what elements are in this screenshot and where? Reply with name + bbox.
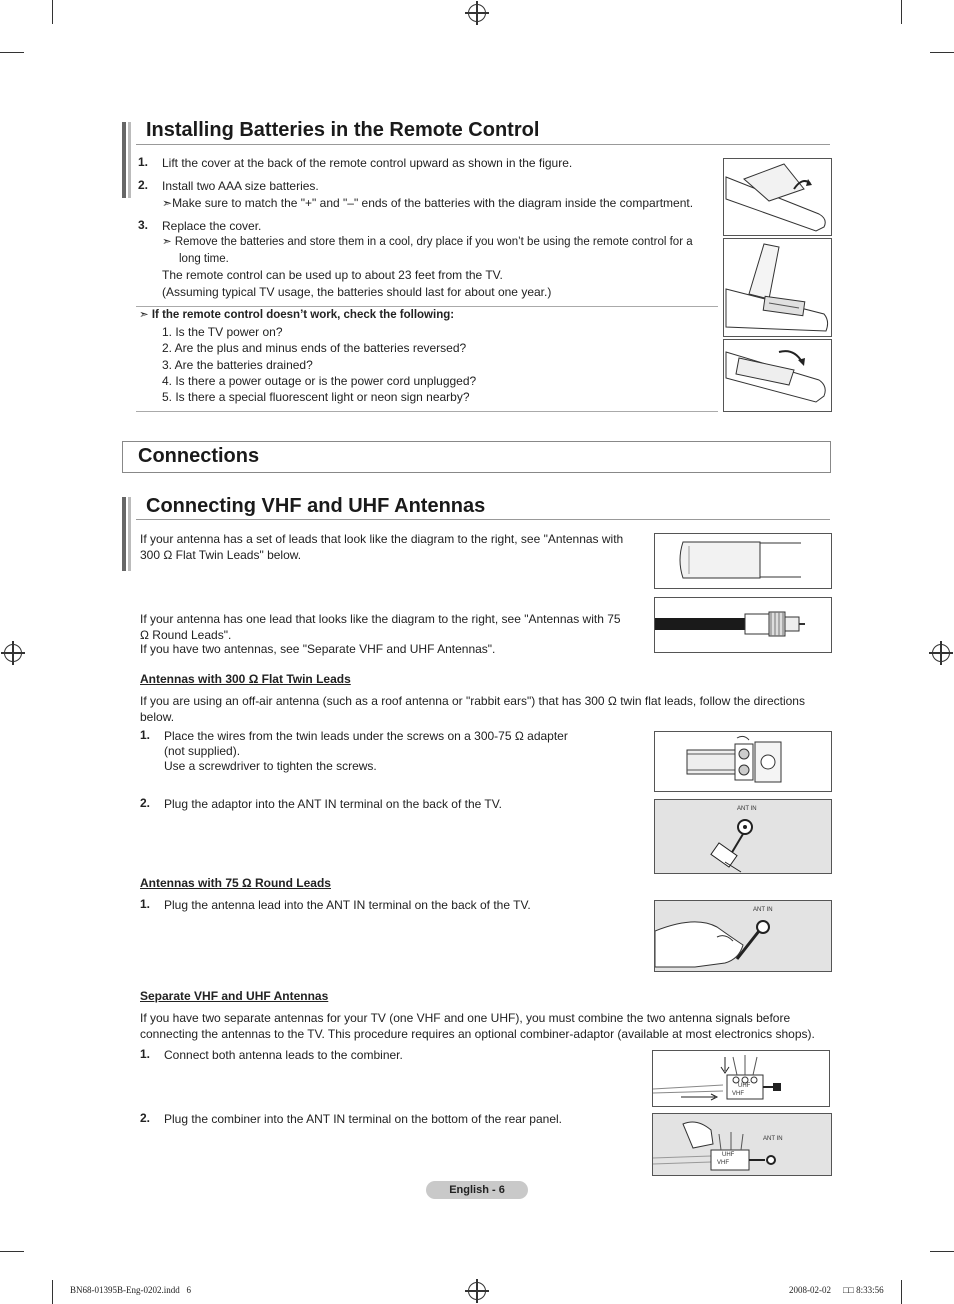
step-number: 1.: [140, 728, 151, 742]
footer-filename: BN68-01395B-Eng-0202.indd 6: [70, 1285, 191, 1295]
separate-desc: If you have two separate antennas for your TV (one VHF and one UHF), you must combine the two antenna signals before connecting the antennas to the TV. This procedure requires an optional combiner-adaptor (available at most electronics shops).: [140, 1011, 815, 1041]
check-item: 4. Is there a power outage or is the power cord unplugged?: [162, 374, 477, 388]
battery-step-1: Lift the cover at the back of the remote control upward as shown in the figure.: [162, 156, 573, 170]
step-number: 2.: [140, 1111, 151, 1125]
battery-step-2: Install two AAA size batteries.: [162, 179, 319, 193]
registration-mark-icon: [4, 644, 22, 662]
divider: [136, 411, 718, 412]
ant-in-label: ANT IN: [737, 806, 757, 812]
crop-mark: [901, 1280, 902, 1304]
battery-step-3-note-cont: long time.: [179, 253, 229, 265]
batteries-title: Installing Batteries in the Remote Control: [146, 119, 540, 141]
section-bar: [122, 122, 126, 198]
separate-step-1: Connect both antenna leads to the combiner.: [164, 1048, 403, 1062]
flat-twin-lead-figure: [654, 533, 832, 589]
crop-mark: [0, 52, 24, 53]
ant-in-round-figure: [654, 900, 832, 972]
ant-in-label: ANT IN: [753, 907, 773, 913]
footer-time: □□ 8:33:56: [843, 1285, 884, 1295]
combiner-figure: [652, 1050, 830, 1107]
intro-two-antennas: If you have two antennas, see "Separate VHF and UHF Antennas".: [140, 642, 496, 656]
crop-mark: [0, 1251, 24, 1252]
crop-mark: [52, 1280, 53, 1304]
ant-in-label: ANT IN: [763, 1136, 783, 1142]
battery-step-3: Replace the cover.: [162, 219, 262, 233]
page-number-badge: English - 6: [426, 1181, 528, 1199]
step-number: 1.: [140, 1047, 151, 1061]
check-item: 1. Is the TV power on?: [162, 325, 283, 339]
crop-mark: [52, 0, 53, 24]
remote-open-cover-figure: [723, 158, 832, 236]
intro-round-lead: If your antenna has one lead that looks like the diagram to the right, see "Antennas with 75 Ω Round Leads".: [140, 612, 621, 642]
registration-mark-icon: [932, 644, 950, 662]
battery-step-2-note: ➣Make sure to match the "+" and "–" ends of the batteries with the diagram inside the compartment.: [162, 196, 694, 210]
round-leads-heading: Antennas with 75 Ω Round Leads: [140, 876, 331, 890]
note-arrow-icon: ➣: [139, 309, 149, 321]
battery-step-3-note: ➣ Remove the batteries and store them in a cool, dry place if you won’t be using the remote control for a: [162, 236, 693, 248]
crop-mark: [901, 0, 902, 24]
check-item: 2. Are the plus and minus ends of the batteries reversed?: [162, 341, 467, 355]
battery-range-text: The remote control can be used up to about 23 feet from the TV.: [162, 268, 503, 282]
step-number: 2.: [138, 178, 149, 192]
crop-mark: [930, 1251, 954, 1252]
note-arrow-icon: ➣: [162, 236, 172, 248]
remote-close-cover-figure: [723, 339, 832, 412]
intro-flat-leads: If your antenna has a set of leads that look like the diagram to the right, see "Antennas with 300 Ω Flat Twin Leads" below.: [140, 532, 624, 562]
separate-heading: Separate VHF and UHF Antennas: [140, 989, 329, 1003]
flat-step-1: Place the wires from the twin leads under the screws on a 300-75 Ω adapter: [164, 729, 568, 743]
antennas-title: Connecting VHF and UHF Antennas: [146, 495, 486, 517]
title-rule: [136, 519, 830, 520]
round-step-1: Plug the antenna lead into the ANT IN terminal on the back of the TV.: [164, 898, 531, 912]
connections-title: Connections: [138, 445, 260, 467]
registration-mark-icon: [468, 4, 486, 22]
round-lead-figure: [654, 597, 832, 653]
vhf-label: VHF: [717, 1160, 729, 1166]
note-arrow-icon: ➣: [162, 196, 173, 210]
remote-batteries-figure: [723, 238, 832, 337]
footer-date: 2008-02-02: [789, 1285, 831, 1295]
step-number: 1.: [140, 897, 151, 911]
section-bar: [122, 497, 126, 571]
adapter-figure: [654, 731, 832, 792]
section-bar: [128, 497, 131, 571]
flat-leads-desc: If you are using an off-air antenna (such as a roof antenna or "rabbit ears") that has 300 Ω twin flat leads, follow the directions below.: [140, 694, 805, 724]
ant-in-adapter-figure: [654, 799, 832, 874]
check-heading: ➣ If the remote control doesn’t work, check the following:: [139, 309, 455, 321]
separate-step-2: Plug the combiner into the ANT IN terminal on the bottom of the rear panel.: [164, 1112, 562, 1126]
flat-leads-heading: Antennas with 300 Ω Flat Twin Leads: [140, 672, 351, 686]
combiner-ant-in-figure: [652, 1113, 832, 1176]
title-rule: [136, 144, 830, 145]
check-item: 3. Are the batteries drained?: [162, 358, 313, 372]
step-number: 1.: [138, 155, 149, 169]
step-number: 2.: [140, 796, 151, 810]
flat-step-2: Plug the adaptor into the ANT IN terminal on the back of the TV.: [164, 797, 502, 811]
vhf-label: VHF: [732, 1091, 744, 1097]
uhf-label: UHF: [722, 1152, 735, 1158]
battery-life-text: (Assuming typical TV usage, the batteries should last for about one year.): [162, 285, 552, 299]
registration-mark-icon: [468, 1282, 486, 1300]
uhf-label: UHF: [738, 1083, 751, 1089]
check-item: 5. Is there a special fluorescent light or neon sign nearby?: [162, 390, 470, 404]
flat-step-1-cont: (not supplied).: [164, 744, 241, 758]
flat-step-1-cont: Use a screwdriver to tighten the screws.: [164, 759, 377, 773]
section-bar: [128, 122, 131, 198]
step-number: 3.: [138, 218, 149, 232]
crop-mark: [930, 52, 954, 53]
